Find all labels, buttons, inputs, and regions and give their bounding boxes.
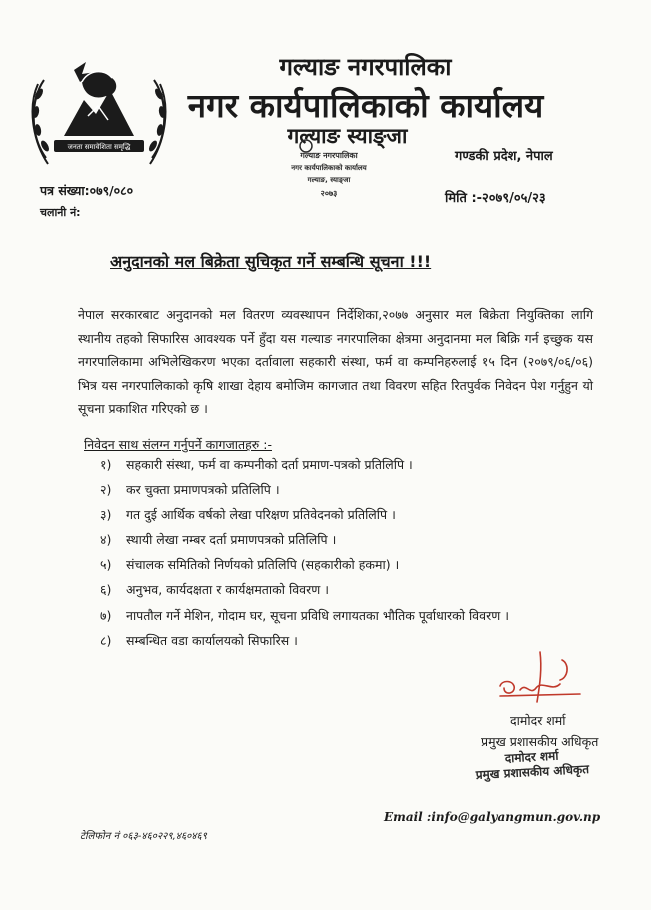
item-text: संचालक समितिको निर्णयको प्रतिलिपि (सहकारीको हकमा) । xyxy=(126,557,400,573)
reference-number: पत्र संख्या:०७९/०८० xyxy=(40,183,134,198)
seal-line-2: नगर कार्यपालिकाको कार्यालय xyxy=(291,164,367,172)
signatory-designation: प्रमुख प्रशासकीय अधिकृत xyxy=(481,734,599,749)
seal-line-3: गल्याङ, स्याङ्जा xyxy=(307,176,351,184)
item-number: ६) xyxy=(100,582,112,598)
handwritten-signature xyxy=(490,650,590,710)
list-item xyxy=(100,477,509,502)
list-item xyxy=(100,527,509,552)
list-item xyxy=(100,628,509,653)
seal-line-1: गल्याङ नगरपालिका xyxy=(300,151,358,160)
emblem-caption: जनता समावेशिता समृद्धि xyxy=(67,143,131,151)
list-item xyxy=(100,603,509,628)
list-item xyxy=(100,552,509,577)
office-location: गल्याङ स्याङ्जा xyxy=(287,124,408,148)
contact-email: Email :info@galyangmun.gov.np xyxy=(384,810,601,824)
item-text: नापतौल गर्ने मेशिन, गोदाम घर, सूचना प्रविधि लगायतका भौतिक पूर्वाधारको विवरण । xyxy=(126,607,509,623)
item-number: १) xyxy=(100,457,112,472)
item-text: सहकारी संस्था, फर्म वा कम्पनीको दर्ता प्रमाण-पत्रको प्रतिलिपि । xyxy=(126,457,413,472)
officer-stamp-designation: प्रमुख प्रशासकीय अधिकृत xyxy=(475,762,590,782)
item-text: गत दुई आर्थिक वर्षको लेखा परिक्षण प्रतिवेदनको प्रतिलिपि । xyxy=(126,507,396,523)
notice-body: नेपाल सरकारबाट अनुदानको मल वितरण व्यवस्थापन निर्देशिका,२०७७ अनुसार मल बिक्रेता नियुक्तिका लागि स्थानीय तहको सिफारिस आवश्यक पर्ने हुँदा यस गल्याङ नगरपालिका क्षेत्रमा अनुदानमा मल बिक्रि गर्न इच्छुक यस नगरपालिकामा अभिलेखिकरण भएका दर्तावाला सहकारी संस्था, फर्म वा कम्पनिहरुलाई १५ दिन (२०७९/०६/०६) भित्र यस नगरपालिकाको कृषि शाखा देहाय बमोजिम कागजात तथा विवरण सहित रितपुर्वक निवेदन पेश गर्नुहुन यो सूचना प्रकाशित गरिएको छ । xyxy=(78,307,593,416)
contact-phone: टेलिफोन नं ०६३-४६०२२९,४६०४६९ xyxy=(80,831,207,842)
documents-heading: निवेदन साथ संलग्न गर्नुपर्ने कागजातहरु :- xyxy=(84,437,272,452)
dispatch-number: चलानी नं: xyxy=(40,206,81,219)
item-number: ७) xyxy=(100,607,112,623)
seal-line-4: २०७३ xyxy=(320,189,338,198)
item-number: २) xyxy=(100,482,112,498)
letter-date: मिति :-२०७९/०५/२३ xyxy=(445,191,546,206)
item-text: कर चुक्ता प्रमाणपत्रको प्रतिलिपि । xyxy=(126,482,280,498)
list-item xyxy=(100,577,509,602)
documents-list xyxy=(100,452,509,653)
province-line: गण्डकी प्रदेश, नेपाल xyxy=(455,149,553,164)
item-text: सम्बन्धित वडा कार्यालयको सिफारिस । xyxy=(126,632,298,648)
item-number: ३) xyxy=(100,507,112,523)
list-item xyxy=(100,502,509,527)
item-number: ५) xyxy=(100,557,112,573)
officer-stamp xyxy=(461,746,602,783)
office-seal-stamp xyxy=(284,138,374,210)
item-text: स्थायी लेखा नम्बर दर्ता प्रमाणपत्रको प्रतिलिपि । xyxy=(126,532,337,548)
officer-stamp-name: दामोदर शर्मा xyxy=(504,748,559,766)
notice-title: अनुदानको मल बिक्रेता सुचिकृत गर्ने सम्बन्धि सूचना !!! xyxy=(110,252,432,271)
municipality-name: गल्याङ नगरपालिका xyxy=(279,53,452,81)
item-number: ८) xyxy=(100,632,112,648)
item-number: ४) xyxy=(100,532,112,548)
item-text: अनुभव, कार्यदक्षता र कार्यक्षमताको विवरण । xyxy=(126,582,329,598)
signatory-name: दामोदर शर्मा xyxy=(510,713,566,728)
list-item xyxy=(100,452,509,477)
office-name: नगर कार्यपालिकाको कार्यालय xyxy=(187,86,544,125)
